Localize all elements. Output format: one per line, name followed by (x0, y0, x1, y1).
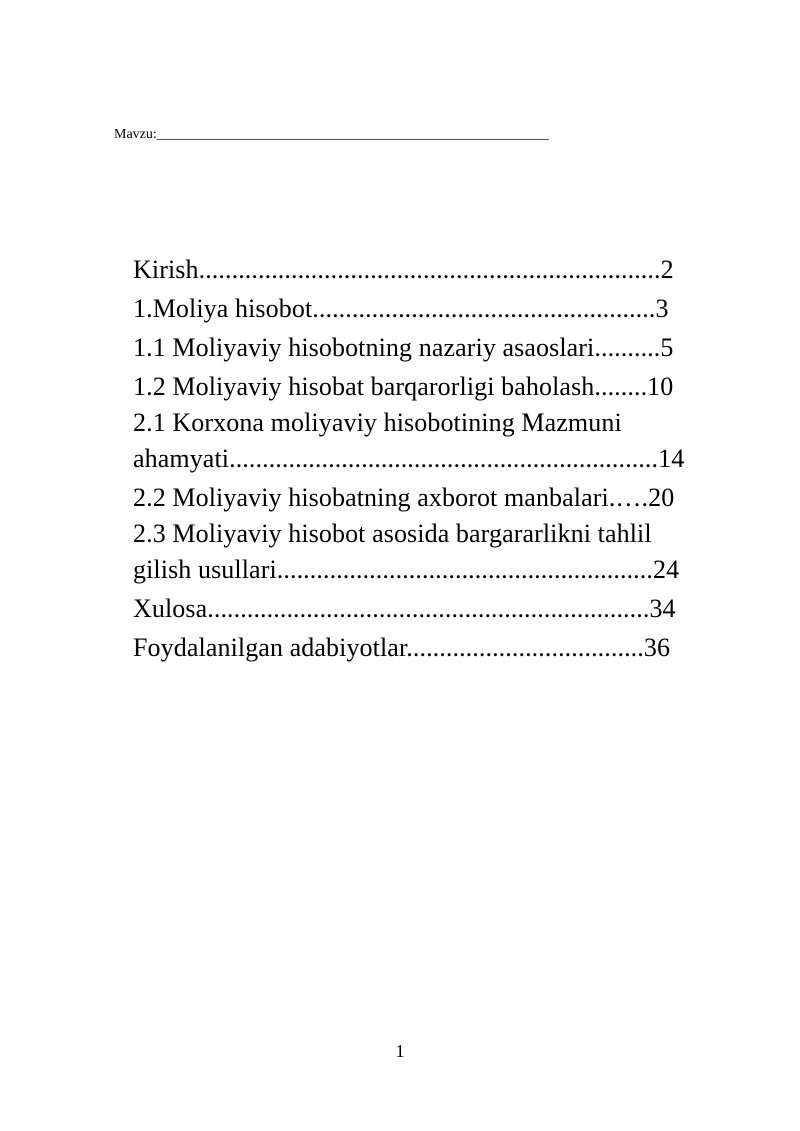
toc-line: Xulosa...................................................................34 (133, 594, 676, 623)
toc-entry-conclusion (133, 589, 743, 628)
topic-line: Mavzu:________________________________________________________ (114, 127, 549, 142)
toc-line-continuation: gilish usullari.........................................................24 (133, 555, 680, 584)
toc-line: 1.Moliya hisobot....................................................3 (133, 294, 669, 323)
toc-entry-1-1 (133, 328, 743, 367)
toc-line-continuation: ahamyati.................................................................14 (133, 444, 685, 473)
toc-line: 1.2 Moliyaviy hisobat barqarorligi baholash........10 (133, 372, 674, 401)
toc-line: Kirish......................................................................2 (133, 255, 674, 284)
table-of-contents (133, 250, 743, 667)
toc-line: 2.2 Moliyaviy hisobatning axborot manbalari.….20 (133, 483, 675, 512)
toc-line: 2.1 Korxona moliyaviy hisobotining Mazmuni (133, 408, 622, 437)
toc-entry-2-2 (133, 478, 743, 517)
toc-entry-references (133, 628, 743, 667)
page-number: 1 (395, 1041, 405, 1061)
toc-line: 2.3 Moliyaviy hisobot asosida bargararlikni tahlil (133, 519, 652, 548)
toc-line: Foydalanilgan adabiyotlar....................................36 (133, 633, 671, 662)
toc-entry-2-1 (133, 406, 743, 478)
toc-entry-2-3 (133, 517, 743, 589)
toc-entry-1-2 (133, 367, 743, 406)
toc-entry-1 (133, 289, 743, 328)
toc-entry-introduction (133, 250, 743, 289)
toc-line: 1.1 Moliyaviy hisobotning nazariy asaoslari..........5 (133, 333, 674, 362)
